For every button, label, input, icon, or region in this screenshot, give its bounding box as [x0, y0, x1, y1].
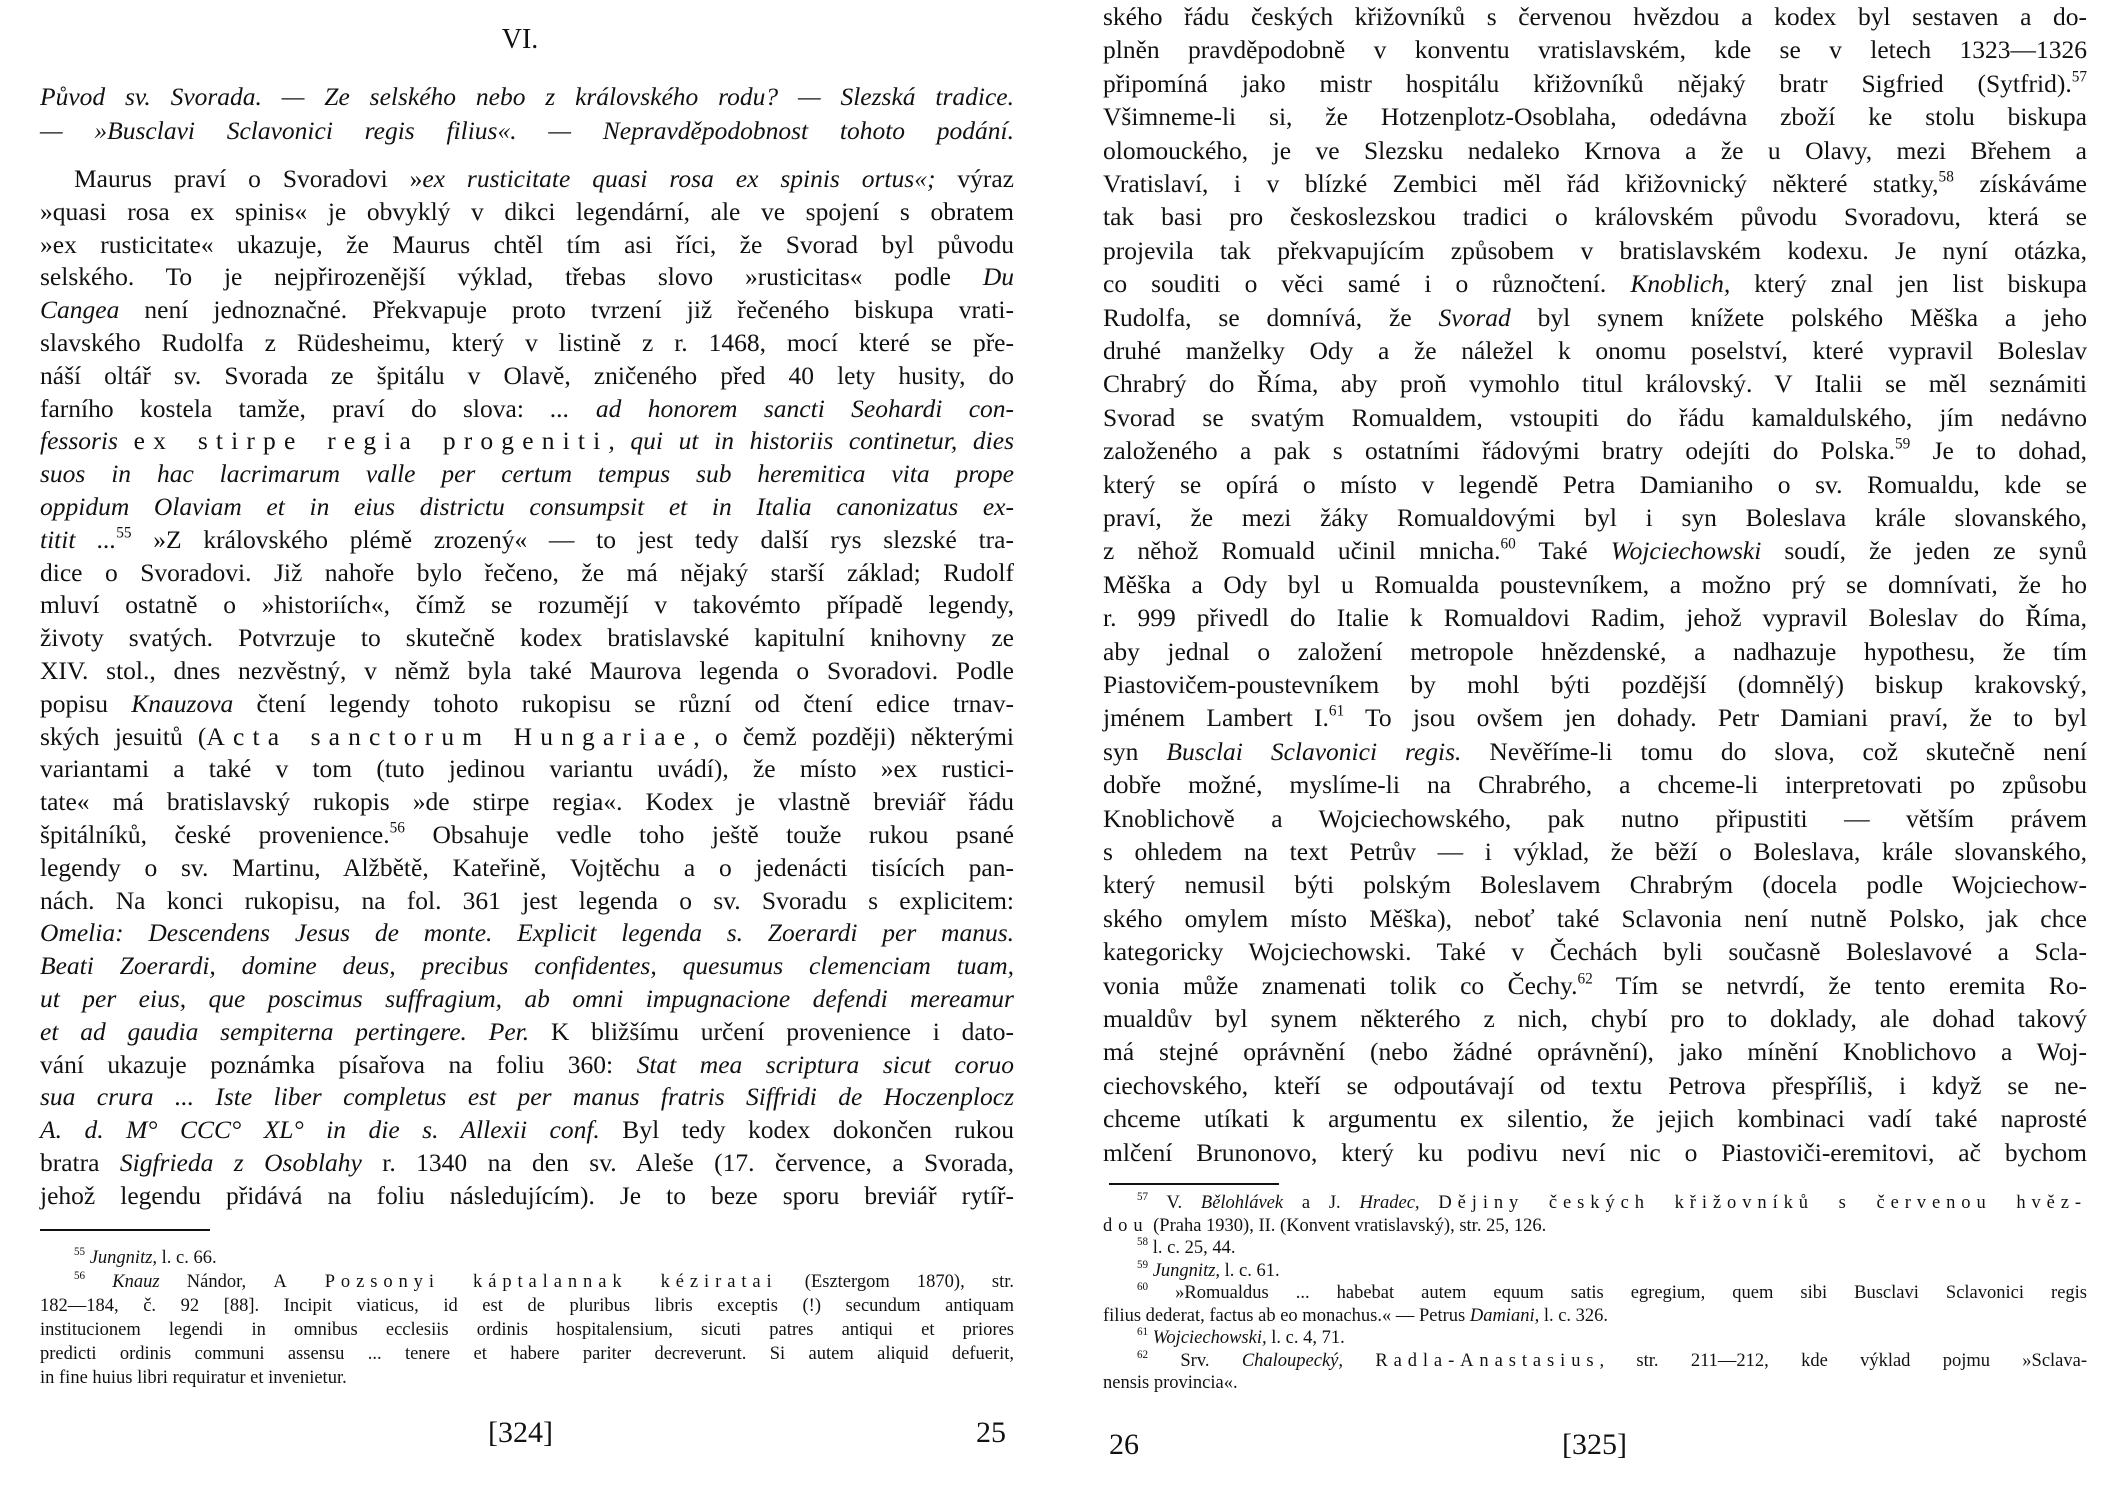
text-run: l. c. 66.	[157, 1248, 217, 1268]
spaced-text: Dějiny českých křižovníků s červenou hvěz-	[1438, 1193, 2087, 1213]
text-line	[40, 525, 1014, 555]
italic-text: oppidum Olaviam et in eius districtu consumpsit et in Italia canonizatus ex-	[40, 492, 1014, 521]
text-line	[1103, 503, 2087, 533]
text-run: ských jesuitů (	[40, 721, 207, 751]
text-run: r. 999 přivedl do Italie k Romualdovi Radim, jehož vypravil Boleslav do Říma,	[1103, 603, 2087, 633]
spaced-text: A Pozsonyi káptalannak kéziratai	[273, 1272, 778, 1292]
text-line	[1103, 536, 2087, 566]
text-run: 182—184, č. 92 [88]. Incipit viaticus, id est de pluribus libris exceptis (!) secundum antiquam	[40, 1296, 1014, 1316]
text-run: predicti ordinis communi assensu ... tenere et habere pariter decreverunt. Si autem aliquid defuerit,	[40, 1344, 1014, 1364]
text-run: soudí, že jeden ze synů	[1761, 536, 2087, 566]
text-line	[40, 1082, 1014, 1112]
text-line	[1103, 1004, 2087, 1034]
spaced-text: Radla-Anastasius	[1375, 1350, 1600, 1371]
italic-text: Bělohlávek	[1200, 1193, 1284, 1213]
text-line	[40, 328, 1014, 358]
text-line	[1103, 1104, 2087, 1134]
text-line	[1103, 1138, 2087, 1168]
footnote-line	[40, 1296, 1014, 1317]
text-run: náší oltář sv. Svorada ze špitálu v Olavě, zničeného před 40 lety husity, do	[40, 360, 1014, 390]
text-line	[1103, 870, 2087, 900]
italic-text: titit ...	[40, 524, 117, 554]
text-run: popisu	[40, 688, 132, 718]
text-line	[1103, 136, 2087, 166]
original-page-number: [324]	[488, 1416, 553, 1449]
footnote-reference: 61	[1328, 702, 1345, 720]
text-line	[1103, 35, 2087, 65]
text-run: kategoricky Wojciechowski. Také v Čechách byli současně Boleslavové a Scla-	[1103, 937, 2087, 967]
text-line	[40, 951, 1014, 981]
footnote-reference: 60	[1137, 1281, 1149, 1294]
text-line	[1103, 2, 2087, 32]
footnote-reference: 58	[1137, 1236, 1149, 1249]
text-run: s ohledem na text Petrův — i výklad, že běží o Boleslava, krále slovanského,	[1103, 837, 2087, 866]
italic-text: Jungnitz,	[89, 1248, 158, 1268]
italic-text: Knauz	[112, 1272, 160, 1292]
text-line	[1103, 570, 2087, 600]
italic-text: Du	[982, 262, 1014, 292]
text-run: jménem Lambert I.	[1103, 703, 1329, 733]
text-run: tate« má bratislavský rukopis »de stirpe regia«. Kodex je vlastně breviář řádu	[40, 787, 1014, 817]
text-run: Obsahuje vedle toho ještě touže rukou psané	[404, 820, 1014, 849]
text-run: K bližšímu určení provenience i dato-	[529, 1016, 1014, 1046]
footnote-reference: 58	[1938, 168, 1954, 186]
footnote-line	[1103, 1216, 2087, 1237]
text-line	[40, 853, 1014, 883]
italic-text: Knauzova	[131, 688, 234, 718]
text-run: má stejné oprávnění (nebo žádné oprávnění), jako mínění Knoblichovo a Woj-	[1103, 1037, 2087, 1067]
text-line	[40, 558, 1014, 588]
text-line	[1103, 837, 2087, 867]
text-run: variantami a také v tom (tuto jedinou variantu uvádí), že místo »ex rustici-	[40, 754, 1014, 784]
text-run: , o čemž později) některými	[693, 721, 1014, 751]
text-run: ského řádu českých křižovníků s červenou hvězdou a kodex byl sestaven a do-	[1103, 2, 2087, 31]
text-run: Rudolfa, se domnívá, že	[1103, 302, 1439, 332]
text-run: l. c. 25, 44.	[1148, 1238, 1236, 1258]
text-line	[40, 984, 1014, 1014]
text-run: založeného a pak s ostatními řádovými bratry odejíti do Polska.	[1103, 436, 1896, 466]
text-run: Piastovičem-poustevníkem by mohl býti pozdější (domnělý) biskup krakovský,	[1103, 670, 2087, 699]
italic-text: ... ad honorem sancti Seohardi con-	[550, 393, 1015, 423]
text-run: bratra	[40, 1148, 120, 1177]
text-run: syn	[1103, 736, 1167, 766]
footnote-reference: 59	[1895, 435, 1911, 453]
text-line	[40, 722, 1014, 752]
text-line	[40, 1115, 1014, 1145]
spaced-text: ex stirpe regia progeniti	[133, 426, 609, 456]
right-page	[1057, 0, 2114, 1500]
footnote-line	[1103, 1306, 2087, 1327]
italic-text: sua crura ... Iste liber completus est per manus fratris Siffridi de Hoczenplocz	[40, 1082, 1014, 1112]
text-run: výraz	[935, 164, 1014, 193]
spaced-text: Acta sanctorum Hungariae	[206, 721, 694, 751]
footnote-reference: 59	[1137, 1258, 1149, 1271]
text-run: V.	[1148, 1193, 1201, 1213]
text-line	[40, 197, 1014, 227]
text-run: Chrabrý do Říma, aby proň vymohlo titul královský. V Italii se měl seznámiti	[1103, 369, 2087, 399]
text-line	[40, 656, 1014, 686]
text-run: l. c. 61.	[1220, 1260, 1280, 1281]
footnote-divider	[1109, 1183, 1279, 1185]
italic-text: Knoblich,	[1630, 269, 1731, 299]
text-run: nách. Na konci rukopisu, na fol. 361 jest legenda o sv. Svoradu s explicitem:	[40, 885, 1014, 915]
text-run: plněn pravděpodobně v konventu vratislavském, kde se v letech 1323—1326	[1103, 35, 2087, 65]
text-line	[40, 1181, 1014, 1211]
italic-text: Wojciechowski,	[1152, 1328, 1267, 1348]
text-run: z něhož Romuald učinil mnicha.	[1103, 536, 1501, 566]
footnote-reference: 56	[389, 819, 405, 837]
footnote-reference: 57	[2071, 68, 2087, 86]
italic-text: A. d. M° CCC° XL° in die s. Allexii conf.	[40, 1115, 600, 1145]
text-run: »quasi rosa ex spinis« je obvyklý v dikci legendární, ale ve spojení s obratem	[40, 196, 1014, 226]
text-run: mlčení Brunonovo, který ku podivu neví nic o Piastoviči-eremitovi, ač bychom	[1103, 1137, 2087, 1167]
text-run: mluví ostatně o »historiích«, čímž se rozumějí v takovémto případě legendy,	[40, 590, 1014, 620]
text-run: in fine huius libri requiratur et invenietur.	[40, 1368, 347, 1388]
text-run: Všimneme-li si, že Hotzenplotz-Osoblaha, odedávna zboží ke stolu biskupa	[1103, 102, 2087, 132]
text-line	[1103, 69, 2087, 99]
italic-text: Svorad	[1438, 302, 1511, 332]
italic-text: Stat mea scriptura sicut coruo	[636, 1049, 1014, 1079]
text-line	[40, 1148, 1014, 1178]
italic-text: fessoris	[40, 426, 134, 456]
text-line	[1103, 269, 2087, 299]
text-line	[1103, 670, 2087, 700]
text-line	[40, 754, 1014, 784]
page-number: 25	[976, 1416, 1006, 1449]
text-run: (Esztergom 1870), str.	[777, 1272, 1014, 1292]
footnote-reference: 61	[1137, 1326, 1149, 1339]
italic-text: suos in hac lacrimarum valle per certum tempus sub heremitica vita prope	[40, 459, 1014, 489]
text-line	[1103, 436, 2087, 466]
text-run: ského omylem místo Měška), neboť také Sclavonia není nutně Polsko, jak chce	[1103, 903, 2087, 933]
text-run: Měška a Ody byl u Romualda poustevníkem, a možno prý se domnívati, že ho	[1103, 569, 2087, 599]
text-line	[1103, 236, 2087, 266]
subtitle-line	[40, 116, 1014, 146]
text-run: Srv.	[1148, 1350, 1242, 1371]
text-line	[40, 590, 1014, 620]
text-run: a J.	[1283, 1193, 1360, 1213]
text-line	[1103, 336, 2087, 366]
original-page-number: [325]	[1562, 1428, 1627, 1461]
text-run: dice o Svoradovi. Již nahoře bylo řečeno, že má nějaký starší základ; Rudolf	[40, 557, 1014, 587]
text-run: XIV. stol., dnes nezvěstný, v němž byla také Maurova legenda o Svoradovi. Podle	[40, 656, 1014, 685]
footnote-line	[1103, 1373, 2087, 1394]
text-run: špitálníků, české provenience.	[40, 820, 390, 849]
text-line	[40, 787, 1014, 817]
text-line	[40, 394, 1014, 424]
text-run: nensis provincia«.	[1103, 1373, 1238, 1393]
text-run: »Z královského plémě zrozený« — to jest tedy další rys slezské tra-	[131, 524, 1014, 554]
text-run: r. 1340 na den sv. Aleše (17. července, a Svorada,	[361, 1148, 1014, 1177]
text-line	[40, 262, 1014, 292]
page-number: 26	[1109, 1428, 1139, 1461]
footnote-reference: 57	[1137, 1191, 1149, 1204]
italic-text: Původ sv. Svorada. — Ze selského nebo z královského rodu? — Slezská tradice.	[40, 82, 1014, 111]
chapter-number: VI.	[501, 24, 539, 55]
text-line	[1103, 470, 2087, 500]
text-run: mualdův byl synem některého z nich, chybí pro to doklady, ale dohad takový	[1103, 1004, 2087, 1033]
text-run: Knoblichově a Wojciechowského, pak nutno připustiti — větším právem	[1103, 803, 2087, 833]
text-run: Také	[1515, 536, 1611, 566]
text-run: »ex rusticitate« ukazuje, že Maurus chtěl tím asi říci, že Svorad byl původu	[40, 229, 1014, 259]
footnote-line	[1137, 1193, 2087, 1214]
text-run: který nemusil býti polským Boleslavem Chrabrým (docela podle Wojciechow-	[1103, 870, 2087, 900]
text-line	[40, 230, 1014, 260]
text-run: Nevěříme-li tomu do slova, což skutečně není	[1461, 736, 2087, 766]
text-run: Byl tedy kodex dokončen rukou	[599, 1115, 1014, 1145]
footnote-line	[40, 1320, 1014, 1341]
footnote-divider	[40, 1229, 210, 1231]
italic-text: Wojciechowski	[1610, 536, 1762, 566]
text-run: který znal jen list biskupa	[1730, 269, 2087, 299]
text-line	[40, 492, 1014, 522]
text-run: »Romualdus ... habebat autem equum satis egregium, quem sibi Busclavi Sclavonici regis	[1148, 1283, 2087, 1303]
text-run	[85, 1272, 112, 1292]
text-run: vání ukazuje poznámka písařova na foliu 360:	[40, 1049, 637, 1079]
text-run: aby jednal o založení metropole hnězdenské, a nadhazuje hypothesu, že tím	[1103, 636, 2087, 666]
italic-text: ex rusticitate quasi rosa ex spinis ortus«;	[422, 164, 936, 193]
italic-text: Jungnitz,	[1152, 1260, 1221, 1281]
text-run: projevila tak překvapujícím způsobem v bratislavském kodexu. Je nyní otázka,	[1103, 235, 2087, 265]
italic-text: Cangea	[40, 295, 120, 325]
text-line	[1103, 102, 2087, 132]
footnote-reference: 60	[1500, 535, 1516, 553]
text-run: který se opírá o místo v legendě Petra Damianiho o sv. Romualdu, kde se	[1103, 469, 2087, 499]
spaced-text: dou	[1103, 1215, 1149, 1236]
text-run: jehož legendu přidává na foliu následujícím). Je to beze sporu breviář rytíř-	[40, 1180, 1014, 1210]
text-line	[1103, 904, 2087, 934]
text-line	[1103, 637, 2087, 667]
text-line	[1103, 369, 2087, 399]
text-run: Maurus praví o Svoradovi »	[74, 164, 423, 193]
text-run: Je to dohad,	[1910, 436, 2087, 466]
text-run: institucionem legendi in omnibus ecclesiis ordinis hospitalensium, sicuti patres antiqui et priores	[40, 1320, 1014, 1340]
footnote-line	[1137, 1283, 2087, 1304]
footnote-reference: 62	[1137, 1348, 1149, 1361]
text-run: olomouckého, je ve Slezsku nedaleko Krnova a že u Olavy, mezi Břehem a	[1103, 135, 2087, 165]
footnote-line	[1137, 1348, 2088, 1372]
text-line	[1103, 303, 2087, 333]
italic-text: Chaloupecký,	[1241, 1350, 1344, 1371]
text-line	[1103, 169, 2087, 199]
text-run: l. c. 326.	[1539, 1305, 1609, 1326]
footnote-line	[40, 1344, 1014, 1365]
italic-text: Beati Zoerardi, domine deus, precibus confidentes, quesumus clemenciam tuam,	[40, 951, 1014, 981]
subtitle-line	[40, 82, 1014, 112]
text-run	[1343, 1351, 1375, 1371]
text-run: co souditi o věci samé i o různočtení.	[1103, 269, 1631, 299]
italic-text: — »Busclavi Sclavonici regis filius«. — Nepravděpodobnost tohoto podání.	[40, 116, 1014, 145]
text-run: To jsou ovšem jen dohady. Petr Damiani praví, že to byl	[1344, 703, 2087, 733]
italic-text: et ad gaudia sempiterna pertingere. Per.	[40, 1016, 530, 1046]
text-line	[1103, 737, 2087, 767]
text-line	[74, 164, 1014, 194]
text-line	[1103, 937, 2087, 967]
footnote-reference: 55	[74, 1246, 86, 1259]
text-run: Vratislaví, i v blízké Zembici měl řád křižovnický některé statky,	[1103, 169, 1939, 198]
footnote-reference: 56	[74, 1270, 86, 1283]
text-line	[1103, 703, 2087, 733]
footnote-line	[1137, 1238, 2087, 1259]
text-run: legendy o sv. Martinu, Alžbětě, Kateřině, Vojtěchu a o jedenácti tisících pan-	[40, 852, 1014, 882]
text-line	[40, 1017, 1014, 1047]
text-run: (Praha 1930), II. (Konvent vratislavský), str. 25, 126.	[1148, 1215, 1547, 1236]
text-run: , str. 211—212, kde výklad pojmu »Sclava-	[1599, 1350, 2088, 1371]
footnote-line	[74, 1248, 1014, 1269]
text-line	[40, 689, 1014, 719]
footnote-line	[1137, 1328, 2087, 1349]
text-run: tak basi pro českoslezskou tradici o královském původu Svoradovu, která se	[1103, 202, 2087, 232]
text-line	[1103, 202, 2087, 232]
italic-text: Busclai Sclavonici regis.	[1166, 736, 1462, 766]
text-run: slavského Rudolfa z Rüdesheimu, který v listině z r. 1468, mocí které se pře-	[40, 328, 1014, 357]
text-run: byl synem knížete polského Měška a jeho	[1510, 302, 2087, 332]
italic-text: Omelia: Descendens Jesus de monte. Explicit legenda s. Zoerardi per manus.	[40, 918, 1014, 948]
text-run: dobře možné, myslíme-li na Chrabrého, a chceme-li interpretovati po způsobu	[1103, 770, 2087, 800]
text-run: praví, že mezi žáky Romualdovými byl i syn Boleslava krále slovanského,	[1103, 503, 2087, 532]
italic-text: ut per eius, que poscimus suffragium, ab omni impugnacione defendi mereamur	[40, 984, 1014, 1013]
text-line	[1103, 1071, 2087, 1101]
text-run: vonia může znamenati tolik co Čechy.	[1103, 970, 1578, 1000]
text-run: Tím se netvrdí, že tento eremita Ro-	[1592, 970, 2087, 1000]
text-line	[40, 361, 1014, 391]
footnote-reference: 62	[1577, 969, 1593, 987]
italic-text: , qui ut in historiis continetur, dies	[608, 426, 1015, 456]
text-line	[1103, 971, 2087, 1001]
text-run: ciechovského, kteří se odpoutávají od textu Petrova přespříliš, i když se ne-	[1103, 1070, 2087, 1100]
text-run: Svorad se svatým Romualdem, vstoupiti do řádu kamaldulského, jím nedávno	[1103, 402, 2087, 432]
text-line	[1103, 804, 2087, 834]
text-run: druhé manželky Ody a že náležel k onomu poselství, které vypravil Boleslav	[1103, 336, 2087, 365]
text-line	[40, 459, 1014, 489]
text-line	[40, 1050, 1014, 1080]
italic-text: Sigfrieda z Osoblahy	[119, 1148, 362, 1177]
text-run: chceme utíkati k argumentu ex silentio, že jejich kombinaci vadí také naprosté	[1103, 1104, 2087, 1134]
text-line	[40, 623, 1014, 653]
text-run: životy svatých. Potvrzuje to skutečně kodex bratislavské kapitulní knihovny ze	[40, 623, 1014, 653]
text-run: filius dederat, factus ab eo monachus.« — Petrus	[1103, 1305, 1470, 1326]
footnote-line	[74, 1272, 1014, 1293]
text-line	[1103, 770, 2087, 800]
text-line	[1103, 603, 2087, 633]
text-run: l. c. 4, 71.	[1266, 1328, 1345, 1348]
text-line	[40, 426, 1014, 456]
text-run	[1420, 1193, 1439, 1213]
italic-text: Damiani,	[1469, 1305, 1540, 1326]
text-run: selského. To je nejpřirozenější výklad, třebas slovo »rusticitas« podle	[40, 262, 983, 292]
text-line	[1103, 403, 2087, 433]
text-line	[40, 918, 1014, 948]
text-line	[40, 820, 1014, 850]
footnote-line	[1137, 1258, 2087, 1282]
text-line	[1103, 1037, 2087, 1067]
text-run: farního kostela tamže, praví do slova:	[40, 393, 551, 423]
footnote-reference: 55	[116, 524, 132, 542]
text-run: není jednoznačné. Překvapuje proto tvrzení již řečeného biskupa vrati-	[119, 295, 1014, 325]
italic-text: Hradec,	[1359, 1193, 1420, 1213]
text-run: Nándor,	[159, 1272, 274, 1292]
text-line	[40, 295, 1014, 325]
text-run: připomíná jako mistr hospitálu křižovníků nějaký bratr Sigfried (Sytfrid).	[1103, 68, 2072, 98]
footnote-line	[40, 1368, 1014, 1389]
text-line	[40, 886, 1014, 916]
text-run: čtení legendy tohoto rukopisu se různí od čtení edice trnav-	[233, 688, 1014, 718]
text-run: získáváme	[1953, 169, 2087, 198]
